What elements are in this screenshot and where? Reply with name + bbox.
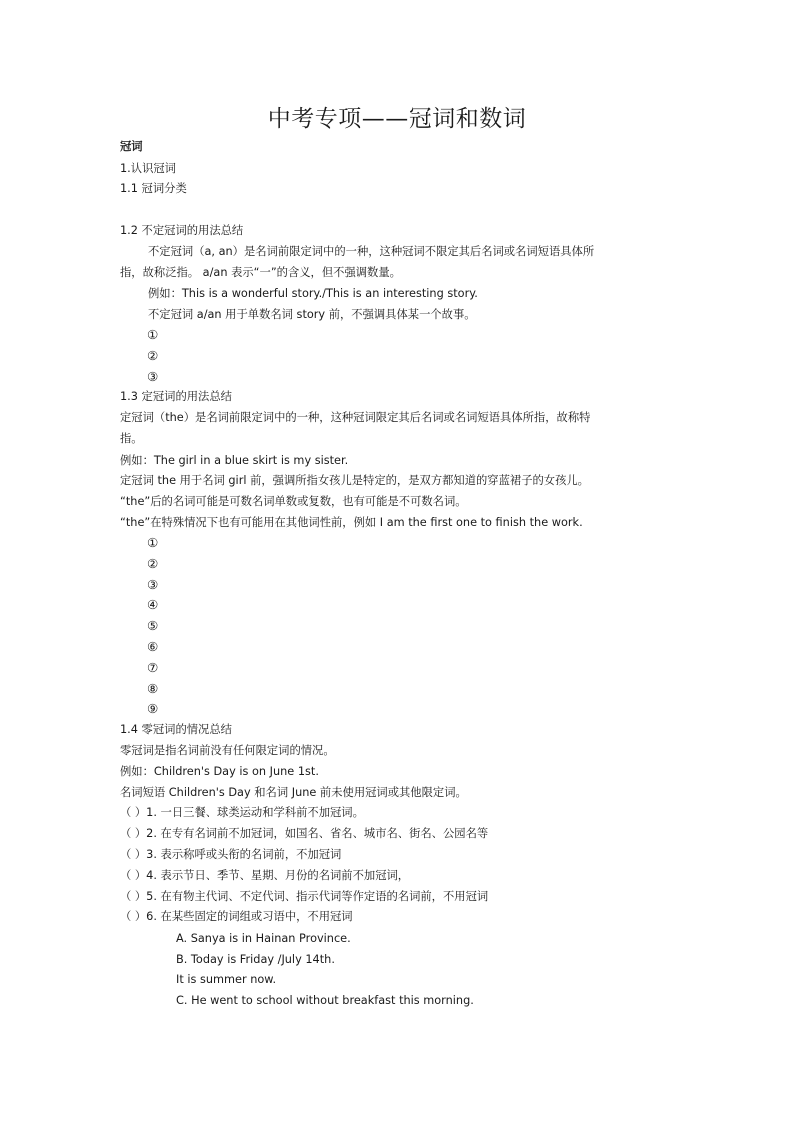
paragraph-line: “the”后的名词可能是可数名词单数或复数，也有可能是不可数名词。 <box>120 495 467 508</box>
paragraph-line: 不定冠词 a/an 用于单数名词 story 前，不强调具体某一个故事。 <box>148 308 476 321</box>
circled-number: ③ <box>147 577 159 592</box>
circled-number: ⑨ <box>147 701 159 716</box>
section-1-1: 1.1 冠词分类 <box>120 182 187 195</box>
circled-number: ⑦ <box>147 660 159 675</box>
page-title: 中考专项——冠词和数词 <box>267 106 527 132</box>
example-line: 例如：Children's Day is on June 1st. <box>120 765 319 778</box>
example-sentence: B. Today is Friday /July 14th. <box>176 953 335 966</box>
circled-number: ③ <box>147 369 159 384</box>
paragraph-line: 定冠词（the）是名词前限定词中的一种，这种冠词限定其后名词或名词短语具体所指，故称特 <box>120 411 591 424</box>
circled-number: ② <box>147 348 159 363</box>
circled-number: ④ <box>147 597 159 612</box>
section-1-4: 1.4 零冠词的情况总结 <box>120 723 232 736</box>
paragraph-line: 零冠词是指名词前没有任何限定词的情况。 <box>120 744 335 757</box>
circled-number: ⑤ <box>147 618 159 633</box>
section-heading: 冠词 <box>120 140 143 153</box>
section-1-3: 1.3 定冠词的用法总结 <box>120 390 232 403</box>
paragraph-line: 指。 <box>120 432 143 445</box>
rule-item: （ ）4. 表示节日、季节、星期、月份的名词前不加冠词， <box>120 869 410 882</box>
paragraph-line: 不定冠词（a, an）是名词前限定词中的一种，这种冠词不限定其后名词或名词短语具体所 <box>148 245 595 258</box>
example-sentence: It is summer now. <box>176 973 277 986</box>
example-line: 例如：The girl in a blue skirt is my sister. <box>120 454 349 467</box>
paragraph-line: 定冠词 the 用于名词 girl 前，强调所指女孩儿是特定的，是双方都知道的穿蓝裙子的女孩儿。 <box>120 474 589 487</box>
rule-item: （ ）1. 一日三餐、球类运动和学科前不加冠词。 <box>120 806 364 819</box>
paragraph-line: 指，故称泛指。 a/an 表示“一”的含义，但不强调数量。 <box>120 266 401 279</box>
circled-number: ⑥ <box>147 639 159 654</box>
circled-number: ② <box>147 556 159 571</box>
rule-item: （ ）2. 在专有名词前不加冠词，如国名、省名、城市名、街名、公园名等 <box>120 827 489 840</box>
paragraph-line: 名词短语 Children's Day 和名词 June 前未使用冠词或其他限定词。 <box>120 786 467 799</box>
example-sentence: A. Sanya is in Hainan Province. <box>176 932 351 945</box>
example-line: 例如：This is a wonderful story./This is an interesting story. <box>148 287 478 300</box>
section-1: 1.认识冠词 <box>120 162 176 175</box>
rule-item: （ ）5. 在有物主代词、不定代词、指示代词等作定语的名词前，不用冠词 <box>120 890 489 903</box>
circled-number: ⑧ <box>147 681 159 696</box>
rule-item: （ ）3. 表示称呼或头衔的名词前，不加冠词 <box>120 848 342 861</box>
circled-number: ① <box>147 327 159 342</box>
example-sentence: C. He went to school without breakfast this morning. <box>176 994 474 1007</box>
circled-number: ① <box>147 535 159 550</box>
rule-item: （ ）6. 在某些固定的词组或习语中，不用冠词 <box>120 910 353 923</box>
section-1-2: 1.2 不定冠词的用法总结 <box>120 224 244 237</box>
paragraph-line: “the”在特殊情况下也有可能用在其他词性前，例如 I am the first one to finish the work. <box>120 516 583 529</box>
